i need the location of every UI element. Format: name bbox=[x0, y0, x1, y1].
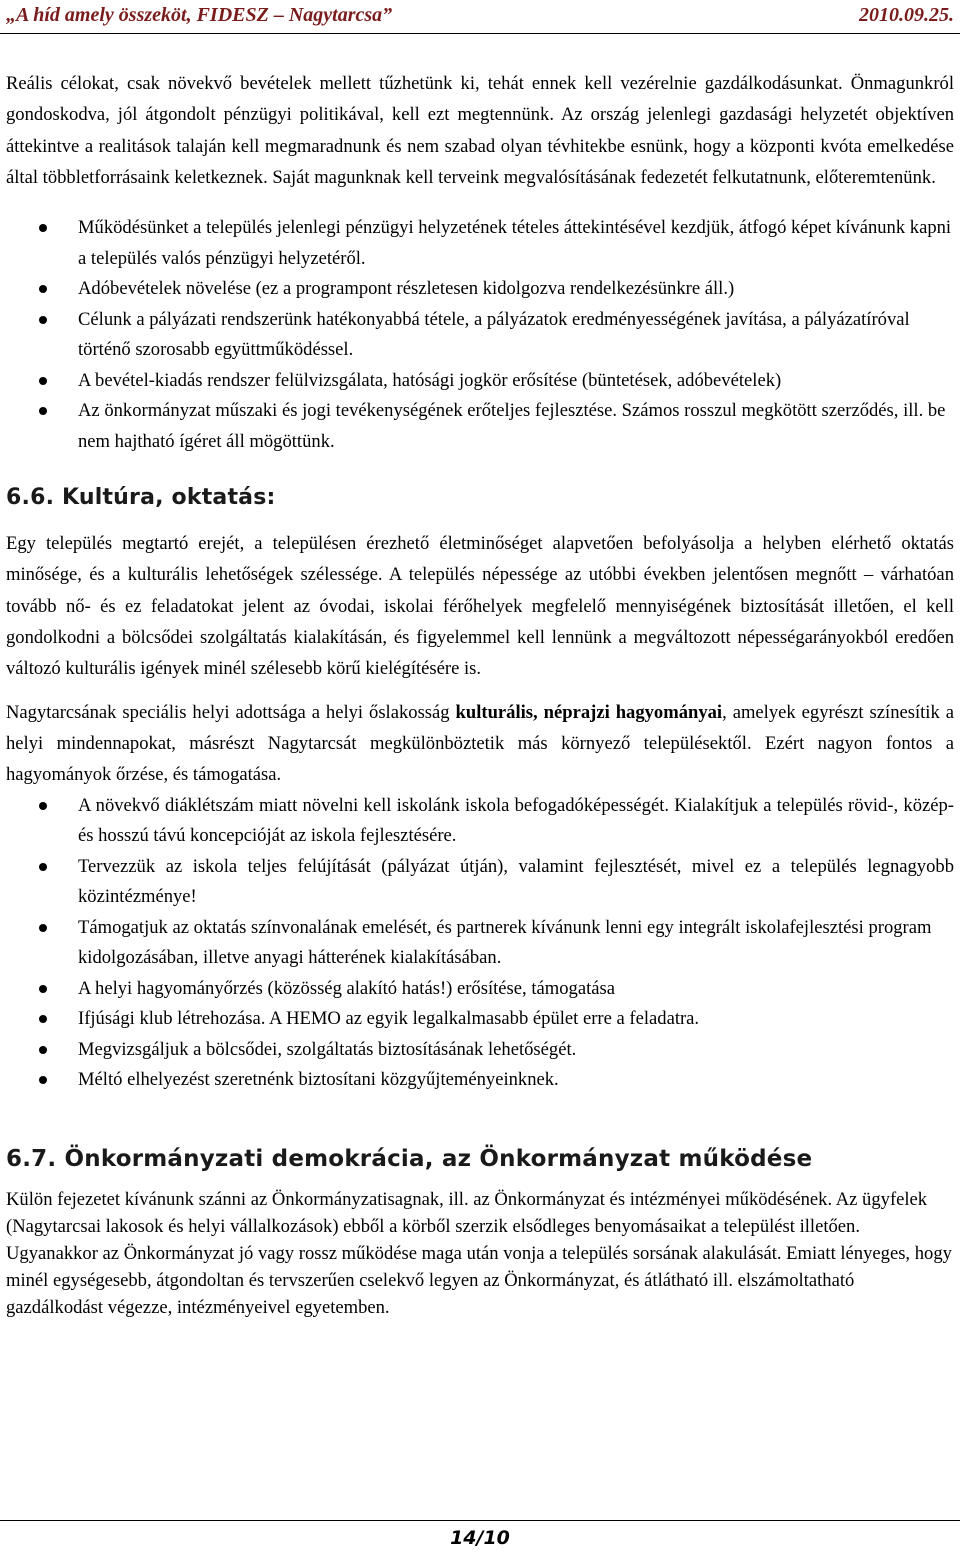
page-number: 14/10 bbox=[450, 1527, 510, 1549]
paragraph-culture: Egy település megtartó erejét, a településen érezhető életminőséget alapvetően befolyásolja a helyben elérhető oktatás minősége, és a kulturális lehetőségek szélessége. A település népessége az utóbbi években jelentősen megnőtt – várhatóan tovább nő- és ez feladatokat jelent az óvodai, iskolai férőhelyek megfelelő mennyiségének biztosítását illetően, el kell gondolkodni a bölcsődei szolgáltatás kialakításán, és figyelemmel kell lennünk a megváltozott népességarányokból eredően változó kulturális igények minél szélesebb körű kielégítésére is. bbox=[6, 533, 954, 680]
list-item: Célunk a pályázati rendszerünk hatékonyabbá tétele, a pályázatok eredményességének javítása, a pályázatíróval történő szorosabb együttműködéssel. bbox=[6, 305, 954, 366]
traditions-text-before: Nagytarcsának speciális helyi adottsága a helyi őslakosság bbox=[6, 701, 456, 723]
traditions-text-bold: kulturális, néprajzi hagyományai bbox=[455, 701, 723, 723]
paragraph-traditions bbox=[6, 697, 954, 791]
list-item: Adóbevételek növelése (ez a programpont részletesen kidolgozva rendelkezésünkre áll.) bbox=[6, 274, 954, 305]
header-title: „A híd amely összeköt, FIDESZ – Nagytarcsa” bbox=[6, 4, 393, 26]
finance-list bbox=[6, 213, 954, 457]
section-heading-culture: 6.6. Kultúra, oktatás: bbox=[6, 485, 276, 511]
list-item: Ifjúsági klub létrehozása. A HEMO az egyik legalkalmasabb épület erre a feladatra. bbox=[6, 1004, 954, 1035]
section-heading-governance: 6.7. Önkormányzati demokrácia, az Önkormányzat működése bbox=[6, 1145, 813, 1172]
page-header bbox=[0, 0, 960, 34]
list-item: A bevétel-kiadás rendszer felülvizsgálata, hatósági jogkör erősítése (büntetések, adóbevételek) bbox=[6, 366, 954, 397]
paragraph-governance: Külön fejezetet kívánunk szánni az Önkormányzatisagnak, ill. az Önkormányzat és intézményei működésének. Az ügyfelek (Nagytarcsai lakosok és helyi vállalkozások) ebből a körből szerzik elsődleges benyomásaikat a települést illetően. Ugyanakkor az Önkormányzat jó vagy rossz működése maga után vonja a település sorsának alakulását. Emiatt lényeges, hogy minél egységesebb, átgondoltan és tervszerűen cselekvő legyen az Önkormányzat, és átlátható ill. elszámoltatható gazdálkodást végezze, intézményeivel egyetemben. bbox=[6, 1188, 952, 1318]
culture-list bbox=[6, 791, 954, 1096]
list-item: Támogatjuk az oktatás színvonalának emelését, és partnerek kívánunk lenni egy integrált iskolafejlesztési program kidolgozásában, illetve anyagi hátterének kialakításában. bbox=[6, 913, 954, 974]
page-content bbox=[6, 68, 954, 1321]
list-item: Működésünket a település jelenlegi pénzügyi helyzetének tételes áttekintésével kezdjük, átfogó képet kívánunk kapni a település valós pénzügyi helyzetéről. bbox=[6, 213, 954, 274]
list-item: Az önkormányzat műszaki és jogi tevékenységének erőteljes fejlesztése. Számos rosszul megkötött szerződés, ill. be nem hajtható ígéret áll mögöttünk. bbox=[6, 396, 954, 457]
list-item: Tervezzük az iskola teljes felújítását (pályázat útján), valamint fejlesztését, mivel ez a település legnagyobb közintézménye! bbox=[6, 852, 954, 913]
list-item: Méltó elhelyezést szeretnénk biztosítani közgyűjteményeinknek. bbox=[6, 1065, 954, 1096]
paragraph-finance-intro: Reális célokat, csak növekvő bevételek mellett tűzhetünk ki, tehát ennek kell vezérelnie gazdálkodásunkat. Önmagunkról gondoskodva, jól átgondolt pénzügyi politikával, kell ezt megtennünk. Az ország jelenlegi gazdasági helyzetét objektíven áttekintve a realitások talaján kell megmaradnunk és nem szabad olyan tévhitekbe esnünk, hogy a központi kvóta emelkedése által többletforrásaink keletkeznek. Saját magunknak kell terveink megvalósításának fedezetét felkutatnunk, előteremtenünk. bbox=[6, 73, 954, 188]
header-date: 2010.09.25. bbox=[859, 4, 954, 26]
page-footer bbox=[0, 1520, 960, 1553]
list-item: A növekvő diáklétszám miatt növelni kell iskolánk iskola befogadóképességét. Kialakítjuk a település rövid-, közép- és hosszú távú koncepcióját az iskola fejlesztésére. bbox=[6, 791, 954, 852]
list-item: Megvizsgáljuk a bölcsődei, szolgáltatás biztosításának lehetőségét. bbox=[6, 1035, 954, 1066]
traditions-text-after: , amelyek egyrészt színesítik a helyi mindennapokat, másrészt Nagytarcsát megkülönböztetik más környező településektől. Ezért nagyon fontos a hagyományok őrzése, és támogatása. bbox=[6, 701, 954, 786]
list-item: A helyi hagyományőrzés (közösség alakító hatás!) erősítése, támogatása bbox=[6, 974, 954, 1005]
